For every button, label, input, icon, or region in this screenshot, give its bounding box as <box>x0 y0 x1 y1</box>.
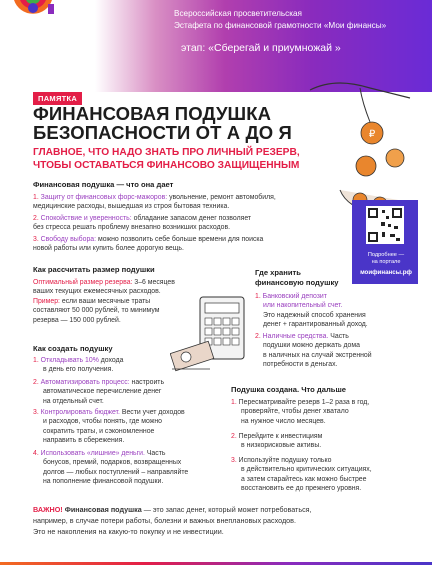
footer-divider <box>0 562 432 565</box>
hand-coins-illustration <box>300 40 430 225</box>
section-create-heading: Как создать подушку <box>33 344 113 353</box>
svg-text:₽: ₽ <box>368 129 376 140</box>
create-item-3: 3. Контролировать бюджет. Вести учет доходов и расходов, чтобы понять, где можно сократить траты, и сэкономленное направить в сбережения. <box>33 409 185 445</box>
important-note-line-3: Это не накопления на какую-то покупку и не инвестиции. <box>33 527 224 536</box>
after-item-2: 2. Перейдите к инвестициям в низкорисковые активы. <box>231 433 323 450</box>
header-line-1: Всероссийская просветительская <box>174 9 302 18</box>
where-item-1: 1. Банковский депозит или накопительный счет. Это надежный способ хранения денег + гарантированный доход. <box>255 293 368 329</box>
header-line-2: Эстафета по финансовой грамотности «Мои финансы» <box>174 21 387 30</box>
memo-badge: ПАМЯТКА <box>33 92 82 105</box>
qr-caption: Подробнее — на портале <box>367 252 405 265</box>
important-note-line-2: например, в случае потери работы, болезни и важных внеплановых расходов. <box>33 516 296 525</box>
size-text: Оптимальный размер резерва: 3–6 месяцев ваших текущих ежемесячных расходов. Пример: если ваши месячные траты составляют 50 000 рублей, то минимум резерва — 150 000 рублей. <box>33 279 175 324</box>
important-note-line-1: ВАЖНО! Финансовая подушка — это запас денег, который может потребоваться, <box>33 505 312 514</box>
what-item-2: 2. Спокойствие и уверенность: обладание запасом денег позволяет без стресса решать проблему внезапно возникших расходов. <box>33 215 252 232</box>
section-size-heading: Как рассчитать размер подушки <box>33 265 155 274</box>
section-where-heading: Где хранить финансовую подушку <box>255 268 339 287</box>
header-stage: этап: «Сберегай и приумножай » <box>181 42 341 54</box>
page-title-line-1: ФИНАНСОВАЯ ПОДУШКА <box>33 103 272 124</box>
logo-icon <box>10 0 56 34</box>
subtitle-line-2: ЧТОБЫ ОСТАВАТЬСЯ ФИНАНСОВО ЗАЩИЩЕННЫМ <box>33 160 300 171</box>
calculator-illustration <box>170 295 248 377</box>
where-item-2: 2. Наличные средства. Часть подушки можно держать дома в наличных на случай экстренной потребности в деньгах. <box>255 333 372 369</box>
qr-site-link[interactable]: моифинансы.рф <box>360 269 412 276</box>
qr-code-icon[interactable] <box>366 206 404 244</box>
after-item-3: 3. Используйте подушку только в действительно критических ситуациях, а затем старайтесь как можно быстрее восстановить ее до прежнего уровня. <box>231 457 372 493</box>
create-item-2: 2. Автоматизировать процесс: настроить автоматическое перечисление денег на отдельный счет. <box>33 379 165 405</box>
what-item-3: 3. Свободу выбора: можно позволить себе больше времени для поиска новой работы или купить более дорогую вещь. <box>33 236 264 253</box>
section-after-heading: Подушка создана. Что дальше <box>231 385 346 394</box>
after-item-1: 1. Пересматривайте резерв 1–2 раза в год, проверяйте, чтобы денег хватало на нужное число месяцев. <box>231 399 370 425</box>
create-item-1: 1. Откладывать 10% дохода в день его получения. <box>33 357 124 374</box>
what-item-1: 1. Защиту от финансовых форс-мажоров: увольнение, ремонт автомобиля, медицинские расходы, вышедшая из строя бытовая техника. <box>33 194 276 211</box>
section-what-heading: Финансовая подушка — что она дает <box>33 180 174 189</box>
page-title-line-2: БЕЗОПАСНОСТИ ОТ А ДО Я <box>33 122 292 143</box>
subtitle-line-1: ГЛАВНОЕ, ЧТО НАДО ЗНАТЬ ПРО ЛИЧНЫЙ РЕЗЕРВ, <box>33 147 300 158</box>
create-item-4: 4. Использовать «лишние» деньги. Часть бонусов, премий, подарков, возвращенных долгов — любых поступлений – направляйте на пополнение финансовой подушки. <box>33 450 189 486</box>
